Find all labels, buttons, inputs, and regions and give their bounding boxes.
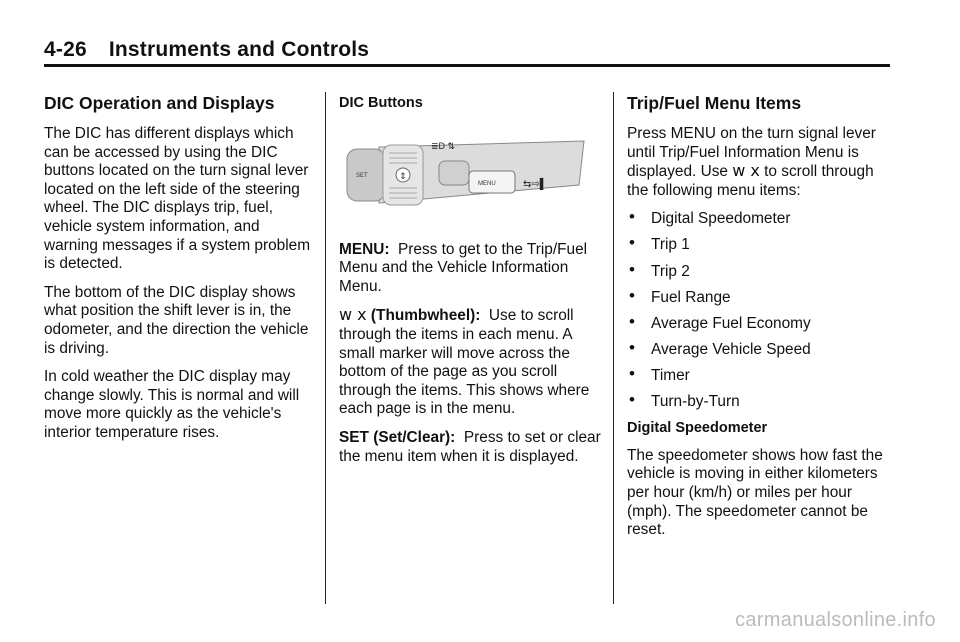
- svg-text:⇆⇨▌: ⇆⇨▌: [523, 178, 547, 190]
- text-set: Press to set or clear the menu item when it is displayed.: [339, 428, 601, 465]
- list-item-label: Average Vehicle Speed: [651, 340, 811, 358]
- trip-fuel-menu-list: [627, 207, 895, 411]
- list-item-label: Digital Speedometer: [651, 210, 791, 228]
- bullet-icon: •: [629, 259, 635, 279]
- heading-dic-operation: DIC Operation and Displays: [44, 93, 275, 113]
- bullet-icon: •: [629, 363, 635, 383]
- bullet-icon: •: [629, 311, 635, 331]
- illustration-menu-label: MENU: [478, 180, 496, 187]
- bullet-icon: •: [629, 207, 635, 227]
- paragraph-trip-intro: [627, 125, 895, 200]
- paragraph-speedometer: The speedometer shows how fast the vehicle is moving in either kilometers per hour (km/h) or miles per hour (mph). The speedometer cannot be reset.: [627, 446, 883, 539]
- heading-trip-fuel-menu: Trip/Fuel Menu Items: [627, 93, 802, 113]
- text-menu: Press to get to the Trip/Fuel Menu and the Vehicle Information Menu.: [339, 240, 588, 295]
- turn-signal-lever-illustration: [339, 123, 609, 233]
- bullet-icon: •: [629, 285, 635, 305]
- column-divider-1: [325, 92, 326, 604]
- watermark: carmanualsonline.info: [735, 609, 936, 631]
- subheading-digital-speedometer: Digital Speedometer: [627, 420, 768, 437]
- paragraph-dic-bottom: The bottom of the DIC display shows what position the shift lever is in, the odometer, and the direction the vehicle is driving.: [44, 283, 309, 357]
- paragraph-menu: [339, 241, 611, 297]
- list-item: [627, 363, 895, 386]
- paragraph-set: [339, 429, 611, 466]
- list-item-label: Average Fuel Economy: [651, 314, 811, 332]
- column-trip-fuel-menu: [627, 92, 895, 550]
- list-item-label: Trip 2: [651, 262, 690, 280]
- list-item-label: Fuel Range: [651, 288, 731, 306]
- page-number: 4-26: [44, 38, 87, 61]
- list-item: [627, 259, 895, 282]
- section-title: Instruments and Controls: [108, 38, 370, 61]
- column-dic-operation: [44, 92, 314, 453]
- label-menu: MENU:: [339, 240, 390, 258]
- bullet-icon: •: [629, 233, 635, 253]
- subheading-dic-buttons: DIC Buttons: [339, 95, 423, 111]
- text-intro-a: Press MENU on the turn signal lever until Trip/Fuel Information Menu is displayed. Use: [627, 125, 876, 181]
- paragraph-dic-cold: In cold weather the DIC display may change slowly. This is normal and will move more quickly as the vehicle's interior temperature rises.: [44, 368, 300, 441]
- bullet-icon: •: [629, 337, 635, 357]
- illustration-set-label: SET: [356, 172, 368, 179]
- list-item-label: Turn-by-Turn: [651, 393, 740, 411]
- thumbwheel-up-down-icon: w x: [732, 161, 760, 181]
- list-item: [627, 337, 895, 360]
- column-divider-2: [613, 92, 614, 604]
- column-dic-buttons: [339, 94, 611, 476]
- list-item: [627, 233, 895, 255]
- paragraph-dic-intro: The DIC has different displays which can be accessed by using the DIC buttons located on the turn signal lever located on the left side of the steering wheel. The DIC displays trip, fuel, vehicle system information, and warning messages if a system problem is detected.: [44, 125, 311, 273]
- list-item: [627, 207, 895, 229]
- label-set: SET (Set/Clear):: [339, 428, 456, 446]
- text-intro-b: to scroll through the following menu items:: [627, 163, 874, 199]
- list-item: [627, 390, 895, 412]
- svg-text:⇕: ⇕: [399, 170, 407, 181]
- label-thumbwheel: (Thumbwheel):: [370, 307, 481, 325]
- list-item-label: Trip 1: [651, 236, 690, 254]
- list-item-label: Timer: [651, 366, 690, 384]
- header-rule: [44, 64, 890, 67]
- paragraph-thumbwheel: [339, 306, 611, 419]
- list-item: [627, 311, 895, 334]
- list-item: [627, 285, 895, 308]
- svg-text:≣D ⇅: ≣D ⇅: [431, 140, 456, 151]
- text-thumbwheel: Use to scroll through the items in each menu. A small marker will move across the bottom of the page as you scroll through the items. This shows where each page is in the menu.: [339, 307, 590, 418]
- bullet-icon: •: [629, 390, 635, 410]
- thumbwheel-up-down-icon: w x: [339, 305, 367, 325]
- page-header: [44, 38, 369, 62]
